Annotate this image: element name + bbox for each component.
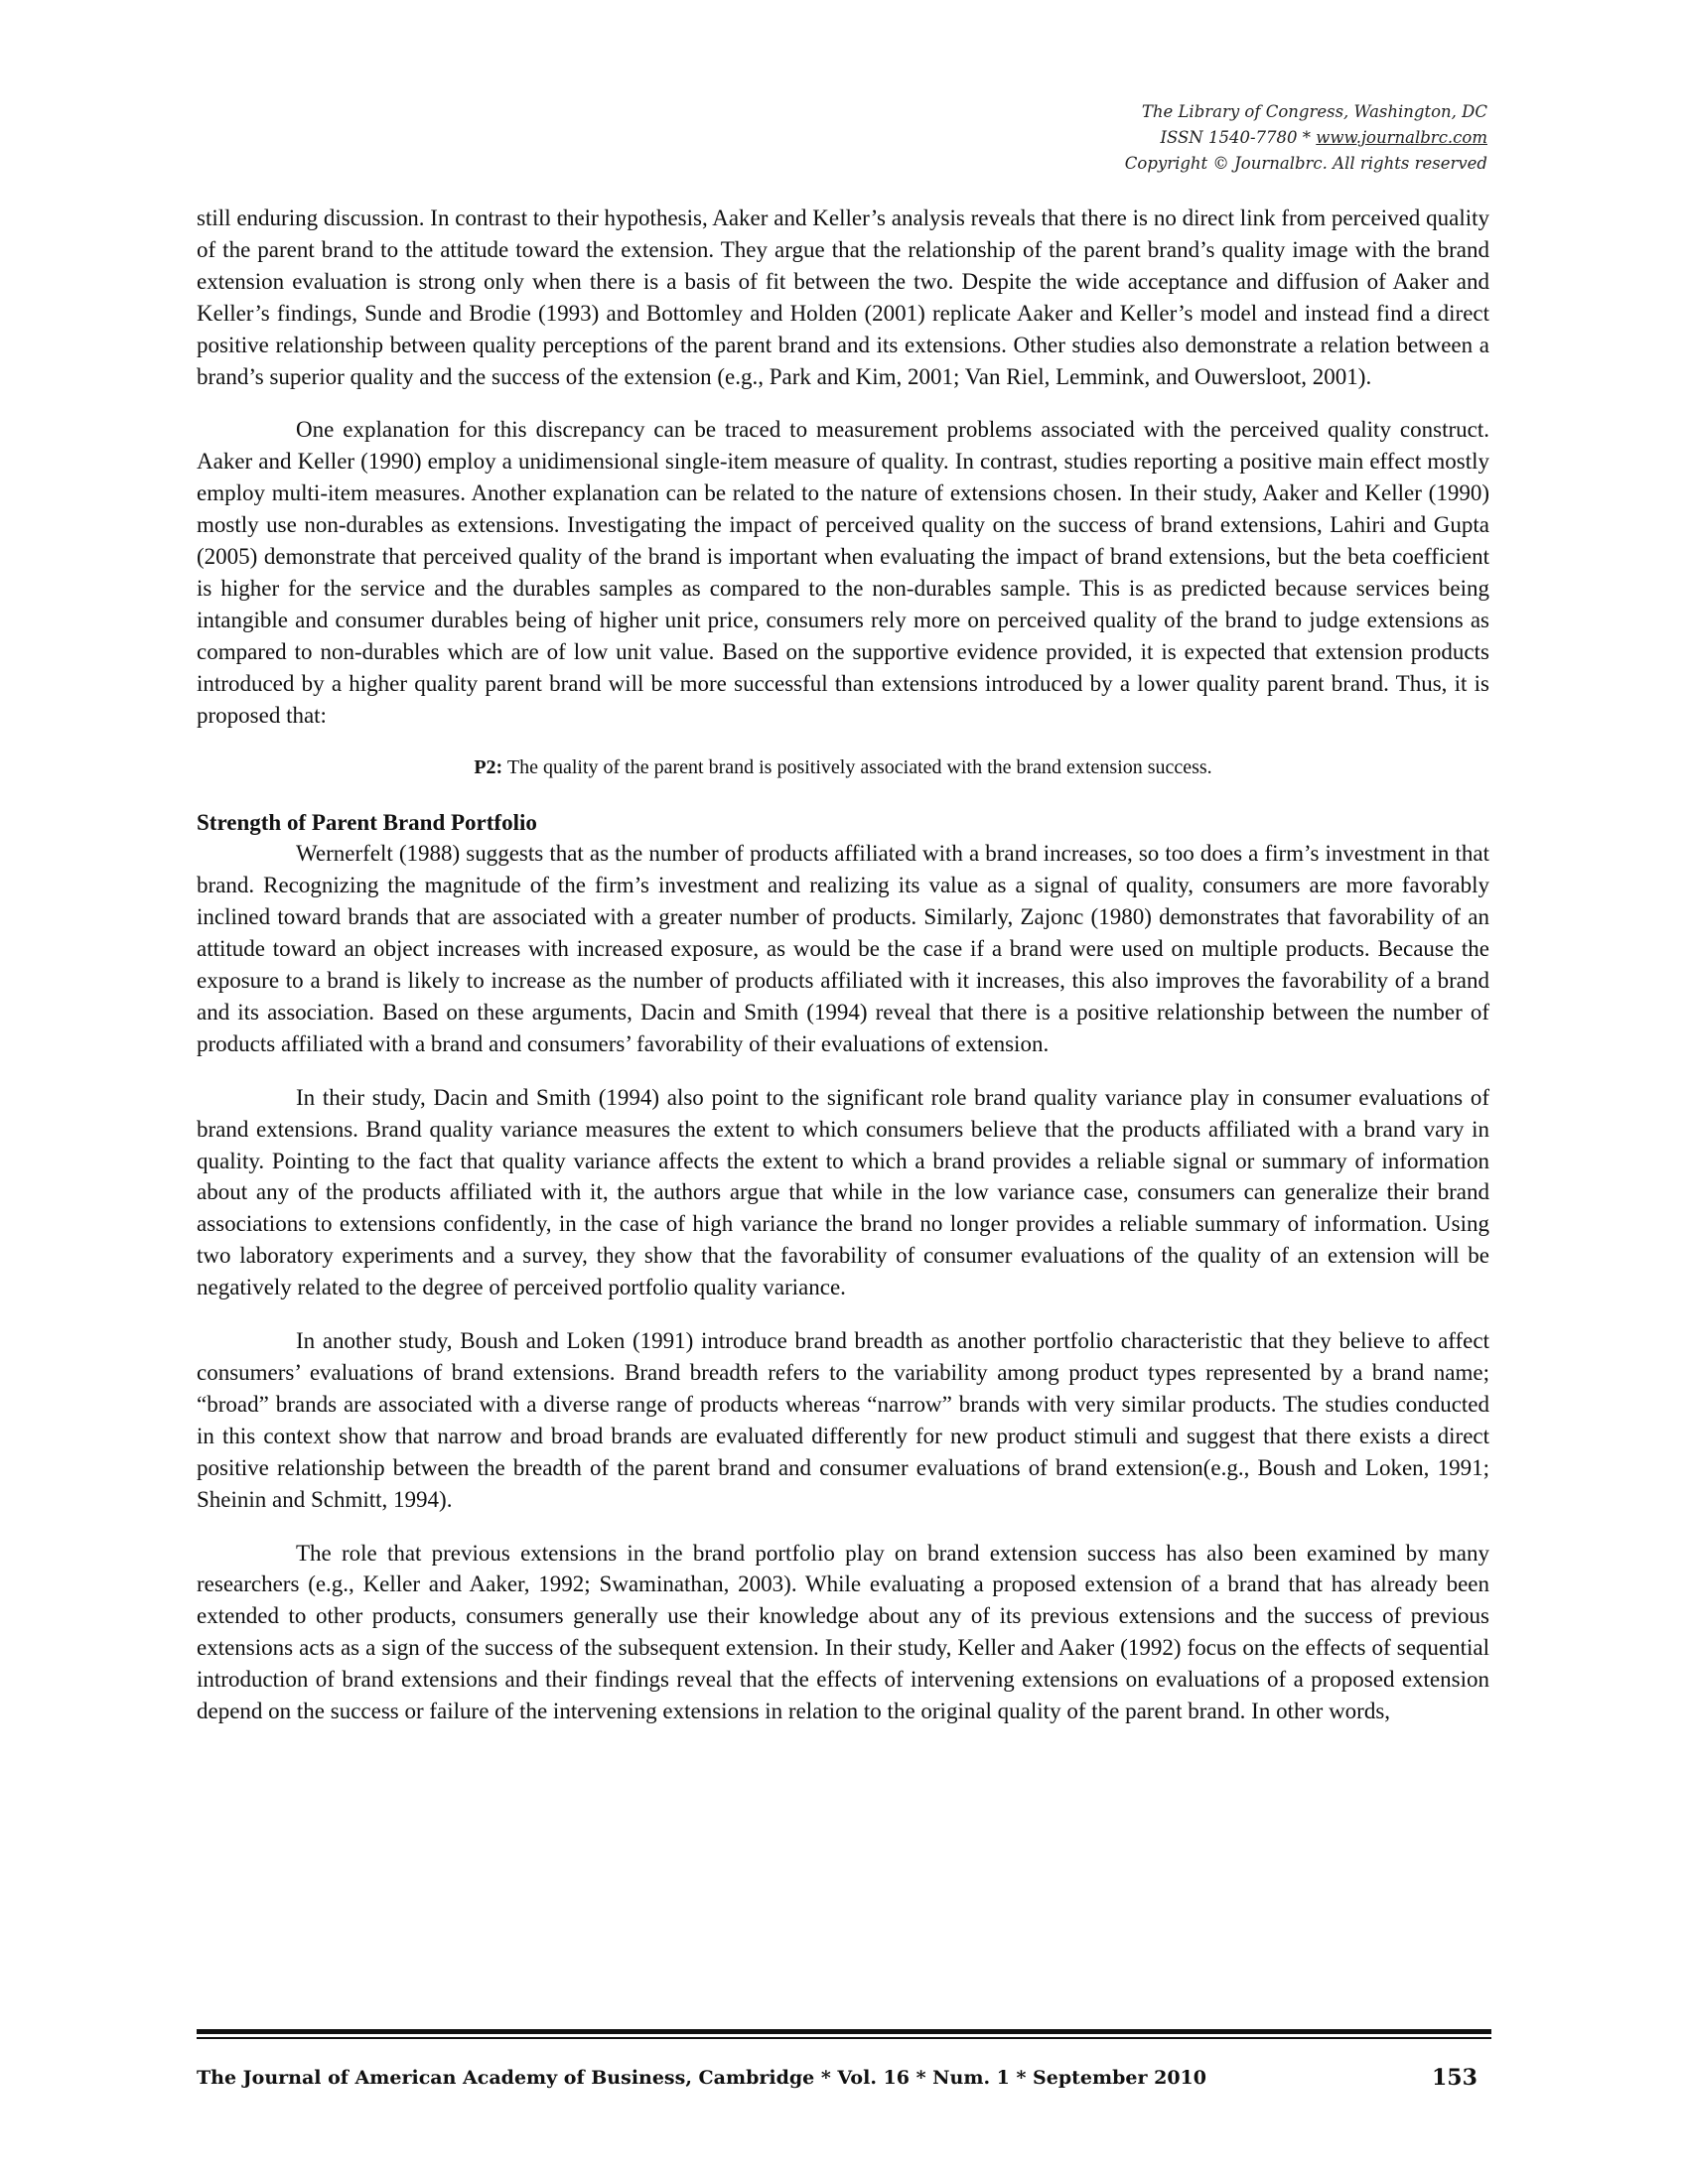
- footer-rule-thin: [197, 2037, 1491, 2039]
- header-url-link[interactable]: www.journalbrc.com: [1316, 128, 1487, 147]
- footer-journal-title: The Journal of American Academy of Business, Cambridge * Vol. 16 * Num. 1 * September 2010: [197, 2067, 1207, 2089]
- article-body: [197, 203, 1489, 1749]
- section-heading: Strength of Parent Brand Portfolio: [197, 809, 537, 835]
- footer-rule-thick: [197, 2029, 1491, 2034]
- running-footer: [197, 2067, 1491, 2089]
- paragraph-6: The role that previous extensions in the brand portfolio play on brand extension success has also been examined by many researchers (e.g., Keller and Aaker, 1992; Swaminathan, 2003). While evaluating a proposed extension of a brand that has already been extended to other products, consumers generally use their knowledge about any of its previous extensions and the success of previous extensions acts as a sign of the success of the subsequent extension. In their study, Keller and Aaker (1992) focus on the effects of sequential introduction of brand extensions and their findings reveal that the effects of intervening extensions on evaluations of a proposed extension depend on the success or failure of the intervening extensions in relation to the original quality of the parent brand. In other words,: [197, 1540, 1489, 1724]
- paragraph-1: still enduring discussion. In contrast to their hypothesis, Aaker and Keller’s analysis reveals that there is no direct link from perceived quality of the parent brand to the attitude toward the extension. They argue that the relationship of the parent brand’s quality image with the brand extension evaluation is strong only when there is a basis of fit between the two. Despite the wide acceptance and diffusion of Aaker and Keller’s findings, Sunde and Brodie (1993) and Bottomley and Holden (2001) replicate Aaker and Keller’s model and instead find a direct positive relationship between quality perceptions of the parent brand and its extensions. Other studies also demonstrate a relation between a brand’s superior quality and the success of the extension (e.g., Park and Kim, 2001; Van Riel, Lemmink, and Ouwersloot, 2001).: [197, 205, 1489, 389]
- paragraph-5: In another study, Boush and Loken (1991) introduce brand breadth as another portfolio characteristic that they believe to affect consumers’ evaluations of brand extensions. Brand breadth refers to the variability among product types represented by a brand name; “broad” brands are associated with a diverse range of products whereas “narrow” brands with very similar products. The studies conducted in this context show that narrow and broad brands are evaluated differently for new product stimuli and suggest that there exists a direct positive relationship between the breadth of the parent brand and consumer evaluations of brand extension(e.g., Boush and Loken, 1991; Sheinin and Schmitt, 1994).: [197, 1328, 1489, 1512]
- proposition-p2: [197, 753, 1489, 781]
- paragraph-4: In their study, Dacin and Smith (1994) also point to the significant role brand quality variance play in consumer evaluations of brand extensions. Brand quality variance measures the extent to which consumers believe that the products affiliated with a brand vary in quality. Pointing to the fact that quality variance affects the extent to which a brand provides a reliable signal or summary of information about any of the products affiliated with it, the authors argue that while in the low variance case, consumers can generalize their brand associations to extensions confidently, in the case of high variance the brand no longer provides a reliable summary of information. Using two laboratory experiments and a survey, they show that the favorability of consumer evaluations of the quality of an extension will be negatively related to the degree of perceived portfolio quality variance.: [197, 1084, 1489, 1300]
- running-header: [1125, 99, 1487, 177]
- header-copyright: Copyright © Journalbrc. All rights reserved: [1124, 154, 1487, 173]
- page-number: 153: [1432, 2065, 1477, 2091]
- paragraph-3: Wernerfelt (1988) suggests that as the number of products affiliated with a brand increases, so too does a firm’s investment in that brand. Recognizing the magnitude of the firm’s investment and realizing its value as a signal of quality, consumers are more favorably inclined toward brands that are associated with a greater number of products. Similarly, Zajonc (1980) demonstrates that favorability of an attitude toward an object increases with increased exposure, as would be the case if a brand were used on multiple products. Because the exposure to a brand is likely to increase as the number of products affiliated with it increases, this also improves the favorability of a brand and its association. Based on these arguments, Dacin and Smith (1994) reveal that there is a positive relationship between the number of products affiliated with a brand and consumers’ favorability of their evaluations of extension.: [197, 841, 1489, 1056]
- header-issn: ISSN 1540-7780 *: [1160, 128, 1317, 147]
- header-library-line: The Library of Congress, Washington, DC: [1141, 102, 1487, 121]
- proposition-label: P2:: [474, 755, 503, 778]
- proposition-text: The quality of the parent brand is positively associated with the brand extension success.: [502, 755, 1212, 778]
- paragraph-2: One explanation for this discrepancy can be traced to measurement problems associated with the perceived quality construct. Aaker and Keller (1990) employ a unidimensional single-item measure of quality. In contrast, studies reporting a positive main effect mostly employ multi-item measures. Another explanation can be related to the nature of extensions chosen. In their study, Aaker and Keller (1990) mostly use non-durables as extensions. Investigating the impact of perceived quality on the success of brand extensions, Lahiri and Gupta (2005) demonstrate that perceived quality of the brand is important when evaluating the impact of brand extensions, but the beta coefficient is higher for the service and the durables samples as compared to the non-durables sample. This is as predicted because services being intangible and consumer durables being of higher unit price, consumers rely more on perceived quality of the brand to judge extensions as compared to non-durables which are of low unit value. Based on the supportive evidence provided, it is expected that extension products introduced by a higher quality parent brand will be more successful than extensions introduced by a lower quality parent brand. Thus, it is proposed that:: [197, 417, 1489, 728]
- header-issn-line: [1125, 125, 1487, 151]
